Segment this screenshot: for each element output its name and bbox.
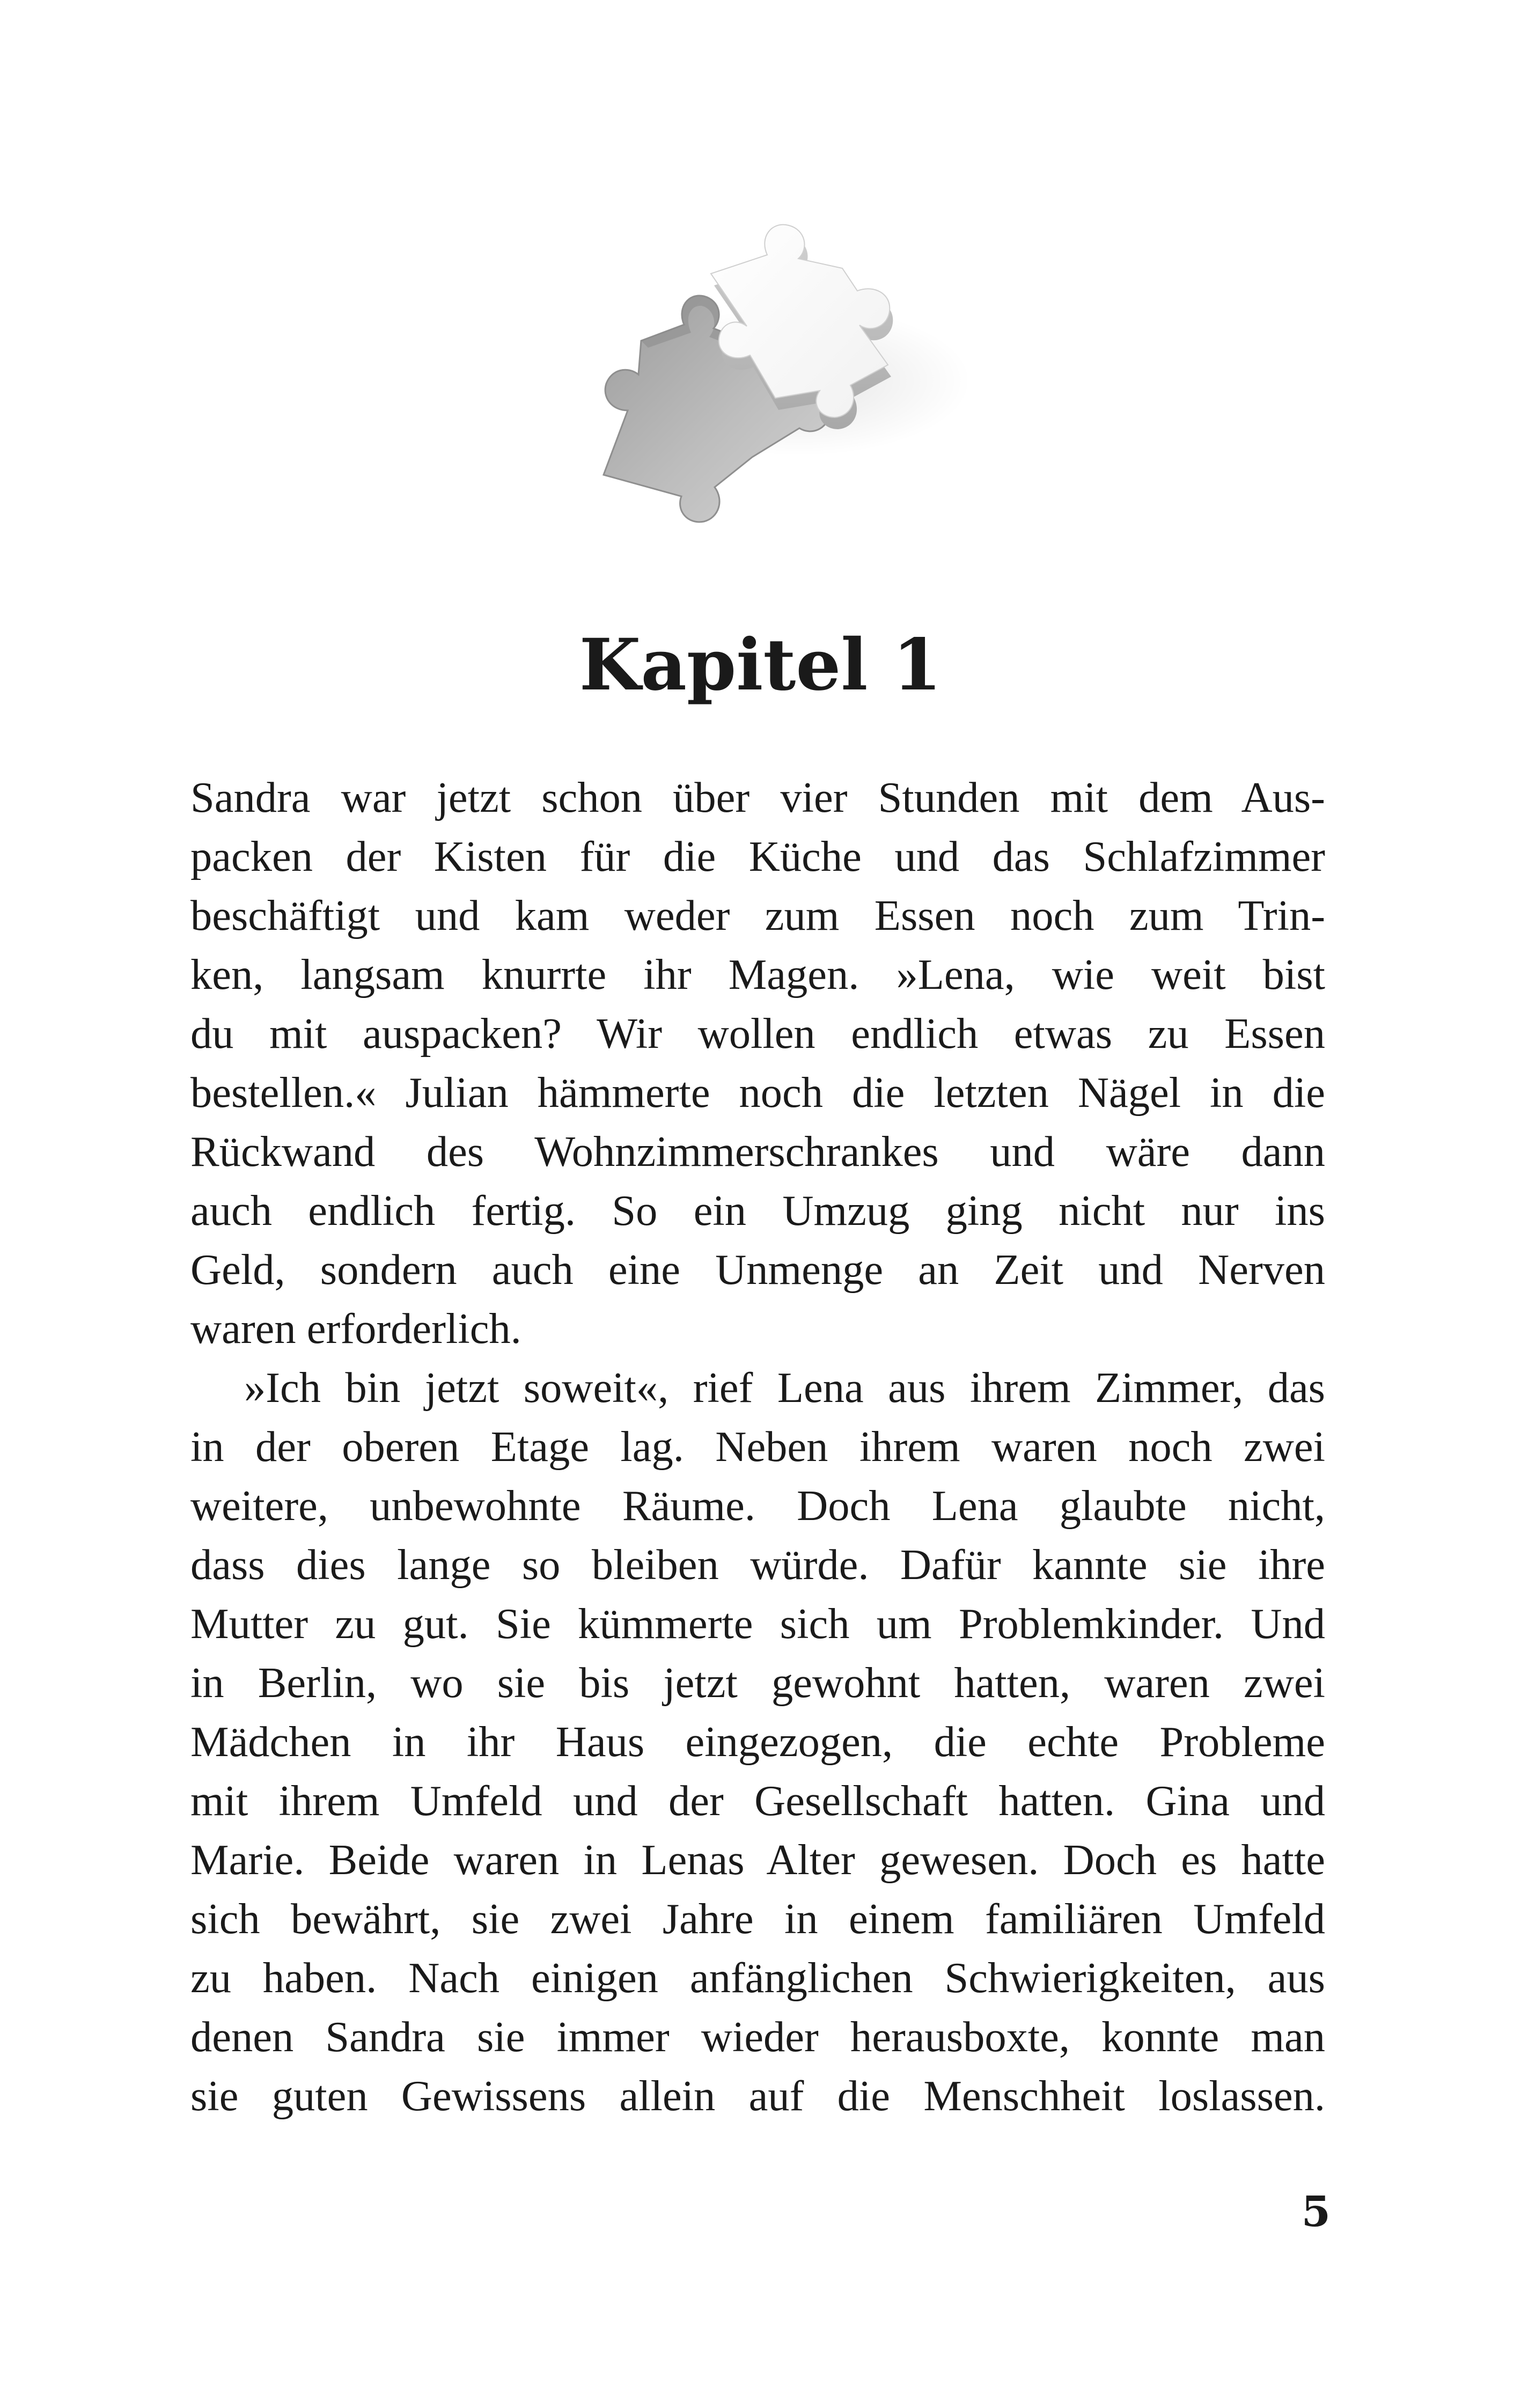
text-line: sie guten Gewissens allein auf die Menschheit loslassen.	[190, 2072, 1325, 2120]
text-line: Sandra war jetzt schon über vier Stunden mit dem Aus-	[190, 774, 1325, 821]
text-line: Mädchen in ihr Haus eingezogen, die echte Probleme	[190, 1718, 1325, 1766]
paragraph	[190, 768, 1325, 1359]
text-line: in der oberen Etage lag. Neben ihrem waren noch zwei	[190, 1423, 1325, 1471]
text-line: Rückwand des Wohnzimmerschrankes und wäre dann	[190, 1128, 1325, 1176]
text-line: Mutter zu gut. Sie kümmerte sich um Problemkinder. Und	[190, 1600, 1325, 1648]
puzzle-pieces-icon	[563, 204, 976, 569]
text-line: Geld, sondern auch eine Unmenge an Zeit und Nerven	[190, 1246, 1325, 1294]
text-line: waren erforderlich.	[190, 1305, 521, 1353]
chapter-body	[190, 768, 1325, 2126]
page-number: 5	[1301, 2187, 1331, 2236]
text-line: zu haben. Nach einigen anfänglichen Schwierigkeiten, aus	[190, 1954, 1325, 2002]
text-line: dass dies lange so bleiben würde. Dafür kannte sie ihre	[190, 1541, 1325, 1589]
text-line: denen Sandra sie immer wieder herausboxte, konnte man	[190, 2013, 1325, 2061]
text-line: mit ihrem Umfeld und der Gesellschaft hatten. Gina und	[190, 1777, 1325, 1825]
text-line: auch endlich fertig. So ein Umzug ging nicht nur ins	[190, 1187, 1325, 1235]
paragraph	[190, 1359, 1325, 2126]
text-line: Marie. Beide waren in Lenas Alter gewesen. Doch es hatte	[190, 1836, 1325, 1884]
text-line: du mit auspacken? Wir wollen endlich etwas zu Essen	[190, 1010, 1325, 1058]
text-line: weitere, unbewohnte Räume. Doch Lena glaubte nicht,	[190, 1482, 1325, 1530]
text-line: sich bewährt, sie zwei Jahre in einem familiären Umfeld	[190, 1895, 1325, 1943]
chapter-title: Kapitel 1	[579, 623, 942, 707]
text-line: in Berlin, wo sie bis jetzt gewohnt hatten, waren zwei	[190, 1659, 1325, 1707]
text-line: »Ich bin jetzt soweit«, rief Lena aus ihrem Zimmer, das	[244, 1364, 1325, 1412]
text-line: bestellen.« Julian hämmerte noch die letzten Nägel in die	[190, 1069, 1325, 1117]
text-line: ken, langsam knurrte ihr Magen. »Lena, wie weit bist	[190, 951, 1325, 999]
text-line: packen der Kisten für die Küche und das Schlafzimmer	[190, 833, 1325, 880]
text-line: beschäftigt und kam weder zum Essen noch zum Trin-	[190, 892, 1325, 939]
